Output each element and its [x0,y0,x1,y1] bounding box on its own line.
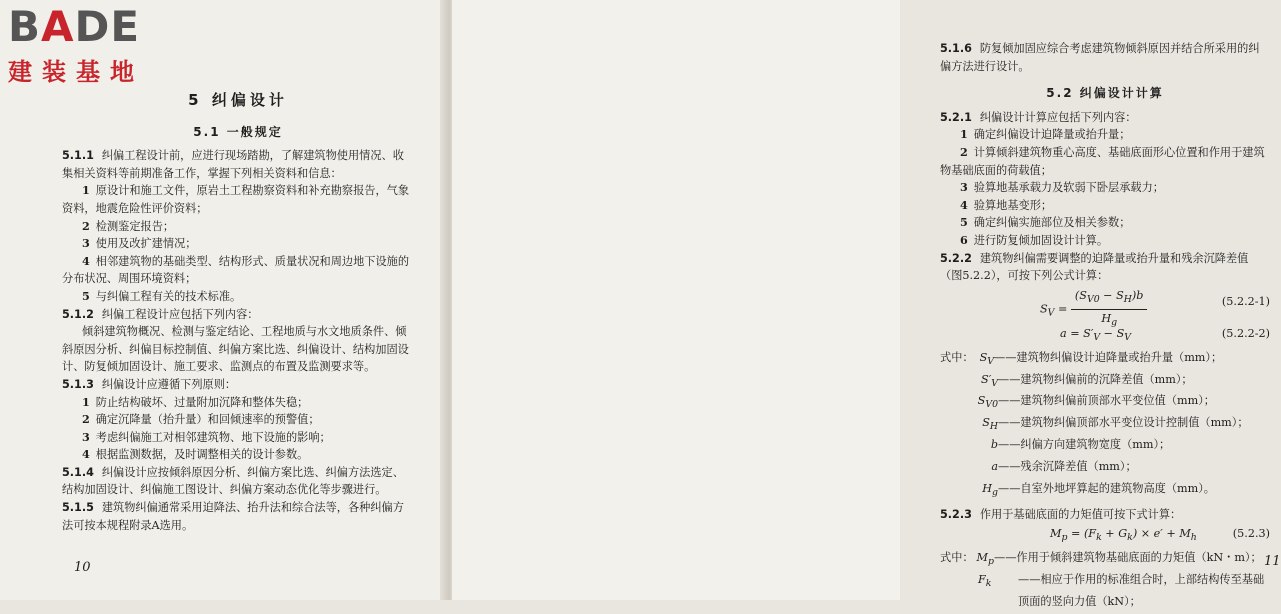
item-number: 3 [960,180,968,195]
list-item [62,218,414,236]
clause-text: 建筑物纠偏通常采用迫降法、抬升法和综合法等，各种纠偏方法可按本规程附录A选用。 [62,501,404,532]
item-number: 2 [82,218,90,233]
formula-part: H [1101,311,1112,325]
equation-number: (5.2.2-2) [1221,326,1270,340]
definition-row [940,436,1270,458]
formula-subscript: V [1124,331,1132,343]
formula-part: )b [1131,288,1144,302]
clause-5-1-1 [62,147,414,182]
list-item [62,235,414,253]
symbol-definitions-2 [940,549,1270,610]
clause-5-1-6 [940,40,1270,75]
definition-row [940,414,1270,436]
clause-number: 5.1.5 [62,501,94,515]
item-number: 5 [960,215,968,230]
formula-subscript: k [1127,532,1133,544]
item-text: 计算倾斜建筑物重心高度、基础底面形心位置和作用于建筑物基础底面的荷载值； [940,145,1265,177]
symbol-letter: F [978,572,986,586]
list-item [940,144,1270,179]
list-item [62,253,414,288]
item-text: 防止结构破坏、过量附加沉降和整体失稳； [95,395,309,409]
item-number: 1 [82,183,90,198]
list-item [62,288,414,306]
fraction-numerator [1071,287,1148,310]
symbol-subscript: V [987,355,994,367]
formula-part: = (F [1067,527,1097,541]
definition-symbol [940,414,998,436]
page-number-left: 10 [74,560,91,575]
formula-subscript: k [1096,532,1102,544]
item-number: 6 [960,232,968,247]
clause-text: 纠偏工程设计应包括下列内容： [101,307,259,321]
formula-part: − S [1100,326,1125,340]
formula-part: M [1050,527,1062,541]
clause-number: 5.2.2 [940,251,972,265]
item-number: 3 [82,236,90,251]
right-text-column [940,40,1270,614]
clause-number: 5.2.1 [940,110,972,124]
definition-row [940,371,1270,393]
item-text: 确定纠偏实施部位及相关参数； [973,216,1131,230]
symbol-subscript: V0 [985,399,998,411]
formula-part: − S [1099,288,1124,302]
symbol-letter: a [991,459,998,473]
item-number: 5 [82,288,90,303]
item-text: 进行防复倾加固设计计算。 [973,233,1109,247]
chapter-title: 5 纠偏设计 [188,91,288,109]
left-text-column [62,88,414,534]
equation-number: (5.2.2-1) [1221,294,1270,308]
item-text: 检测鉴定报告； [95,219,175,233]
list-item [62,182,414,217]
logo-letter: B [8,2,42,51]
clause-number: 5.2.3 [940,507,972,521]
list-item [940,197,1270,215]
list-item [940,126,1270,144]
formula-5-2-2-1 [940,287,1270,328]
formula-subscript: V0 [1086,293,1100,305]
clause-number: 5.1.3 [62,377,94,391]
clause-5-2-2 [940,250,1270,285]
definition-row [940,549,1270,571]
item-number: 1 [82,394,90,409]
formula-symbol: S [1040,302,1048,316]
definition-row [940,349,1270,371]
definition-row [940,458,1270,480]
item-text: 与纠偏工程有关的技术标准。 [95,289,242,303]
definition-symbol [972,349,994,371]
formula-part: (S [1074,288,1087,302]
clause-5-1-4 [62,464,414,499]
item-text: 考虑纠偏施工对相邻建筑物、地下设施的影响； [95,430,331,444]
list-item [62,394,414,412]
formula-part: ) × e′ + M [1132,527,1191,541]
list-item [62,411,414,429]
list-item [940,232,1270,250]
symbol-letter: S [977,394,986,408]
symbol-letter: S [979,350,988,364]
clause-text: 建筑物纠偏需要调整的迫降量或抬升量和残余沉降差值（图5.2.2），可按下列公式计算： [940,251,1249,283]
symbol-letter: M [976,551,989,565]
logo-chinese: 建装基地 [8,58,144,86]
item-text: 根据监测数据，及时调整相关的设计参数。 [95,448,309,462]
definition-text: ——建筑物纠偏前的沉降差值（mm）； [998,372,1193,386]
item-text: 确定沉降量（抬升量）和回倾速率的预警值； [95,413,320,427]
definitions-lead: 式中： [940,350,974,364]
symbol-subscript: k [985,578,992,590]
formula-expression [1050,525,1197,547]
item-number: 4 [960,197,968,212]
formula-subscript: h [1190,532,1197,544]
formula-5-2-3 [940,525,1270,547]
definition-symbol [940,436,998,458]
logo-wordmark [8,2,178,51]
symbol-letter: S [982,416,990,430]
formula-part: a = S′ [1060,326,1094,340]
definition-text: ——建筑物纠偏设计迫降量或抬升量（mm）； [994,350,1223,364]
clause-body: 倾斜建筑物概况、检测与鉴定结论、工程地质与水文地质条件、倾斜原因分析、纠偏目标控制值、纠偏方案比选、纠偏设计、结构加固设计、防复倾加固设计、施工要求、监测点的布置及监测要求等。 [62,325,409,374]
item-number: 3 [82,429,90,444]
definition-text: ——残余沉降差值（mm）； [998,459,1137,473]
formula-5-2-2-2 [940,325,1270,347]
page-number-right: 11 [1264,554,1281,569]
equation-number: (5.2.3) [1232,527,1270,541]
logo-letter-accent: A [41,2,75,51]
definition-symbol [940,392,998,414]
list-item [62,446,414,464]
item-text: 确定纠偏设计迫降量或抬升量； [973,128,1131,142]
symbol-subscript: H [989,421,998,433]
formula-subscript: g [1111,316,1118,328]
clause-number: 5.1.2 [62,307,94,321]
definition-symbol [940,458,998,480]
definitions-lead: 式中： [940,551,974,565]
symbol-letter: S′ [981,372,992,386]
definition-text: ——相应于作用的标准组合时，上部结构传至基础顶面的竖向力值（kN）； [1018,572,1265,608]
formula-subscript: p [1061,532,1068,544]
item-number: 4 [82,253,90,268]
definition-symbol [940,371,998,393]
symbol-subscript: p [988,556,994,568]
formula-expression: $S_V$ = $\frac{(S_{V0} - S_H)b}{H_g}$ [1040,287,1147,332]
clause-number: 5.1.4 [62,465,94,479]
item-text: 使用及改扩建情况； [95,237,197,251]
formula-part: + G [1101,527,1128,541]
clause-5-1-5 [62,499,414,534]
item-text: 原设计和施工文件，原岩土工程勘察资料和补充勘察报告，气象资料，地震危险性评价资料； [62,184,410,215]
definition-row [940,571,1270,610]
clause-5-2-3 [940,506,1270,524]
formula-subscript: V [1093,331,1101,343]
clause-number: 5.1.6 [940,42,972,55]
symbol-subscript: V [991,377,998,389]
right-page [452,0,1281,608]
definition-text: ——建筑物纠偏顶部水平变位设计控制值（mm）； [998,416,1249,430]
symbol-definitions [940,349,1270,502]
clause-text: 作用于基础底面的力矩值可按下式计算： [979,507,1182,521]
item-text: 相邻建筑物的基础类型、结构形式、质量状况和周边地下设施的分布状况、周围环境资料； [62,254,410,286]
formula-expression [1060,325,1131,347]
item-text: 验算地基变形； [973,198,1053,212]
clause-text: 纠偏工程设计前，应进行现场踏勘，了解建筑物使用情况、收集相关资料等前期准备工作，掌握下列相关资料和信息： [62,149,404,180]
clause-text: 纠偏设计计算应包括下列内容： [979,110,1137,124]
definition-text: ——作用于倾斜建筑物基础底面的力矩值（kN・m）； [994,551,1262,565]
definition-symbol [978,571,1018,593]
item-text: 验算地基承载力及软弱下卧层承载力； [973,181,1164,195]
bade-logo [8,2,178,90]
logo-letters: DE [74,2,141,51]
list-item [940,214,1270,232]
definition-text: ——纠偏方向建筑物宽度（mm）； [998,438,1171,452]
definition-symbol [940,480,998,502]
section-title-5-1: 5.1 一般规定 [193,124,283,139]
clause-text: 防复倾加固应综合考虑建筑物倾斜原因并结合所采用的纠偏方法进行设计。 [940,42,1260,73]
clause-5-1-3 [62,376,414,394]
clause-number: 5.1.1 [62,149,94,163]
symbol-subscript: g [992,486,998,498]
definition-text: ——建筑物纠偏前顶部水平变位值（mm）； [998,394,1215,408]
list-item [62,429,414,447]
clause-text: 纠偏设计应遵循下列原则： [101,377,237,391]
section-title-5-2: 5.2 纠偏设计计算 [1046,86,1164,101]
list-item [940,179,1270,197]
symbol-letter: H [982,481,993,495]
formula-subscript: H [1123,293,1132,305]
item-number: 4 [82,447,90,462]
clause-5-2-1 [940,109,1270,127]
definition-row [940,480,1270,502]
clause-text: 纠偏设计应按倾斜原因分析、纠偏方案比选、纠偏方法选定、结构加固设计、纠偏施工图设计、纠偏方案动态优化等步骤进行。 [62,465,404,497]
item-number: 2 [82,412,90,427]
item-number: 1 [960,127,968,142]
clause-5-1-2 [62,306,414,324]
left-page [0,0,448,600]
definition-symbol [972,549,994,571]
definition-text: ——自室外地坪算起的建筑物高度（mm）。 [998,481,1215,495]
item-number: 2 [960,144,968,159]
symbol-letter: b [990,438,998,452]
definition-row [940,392,1270,414]
formula-subscript: V [1047,307,1055,319]
